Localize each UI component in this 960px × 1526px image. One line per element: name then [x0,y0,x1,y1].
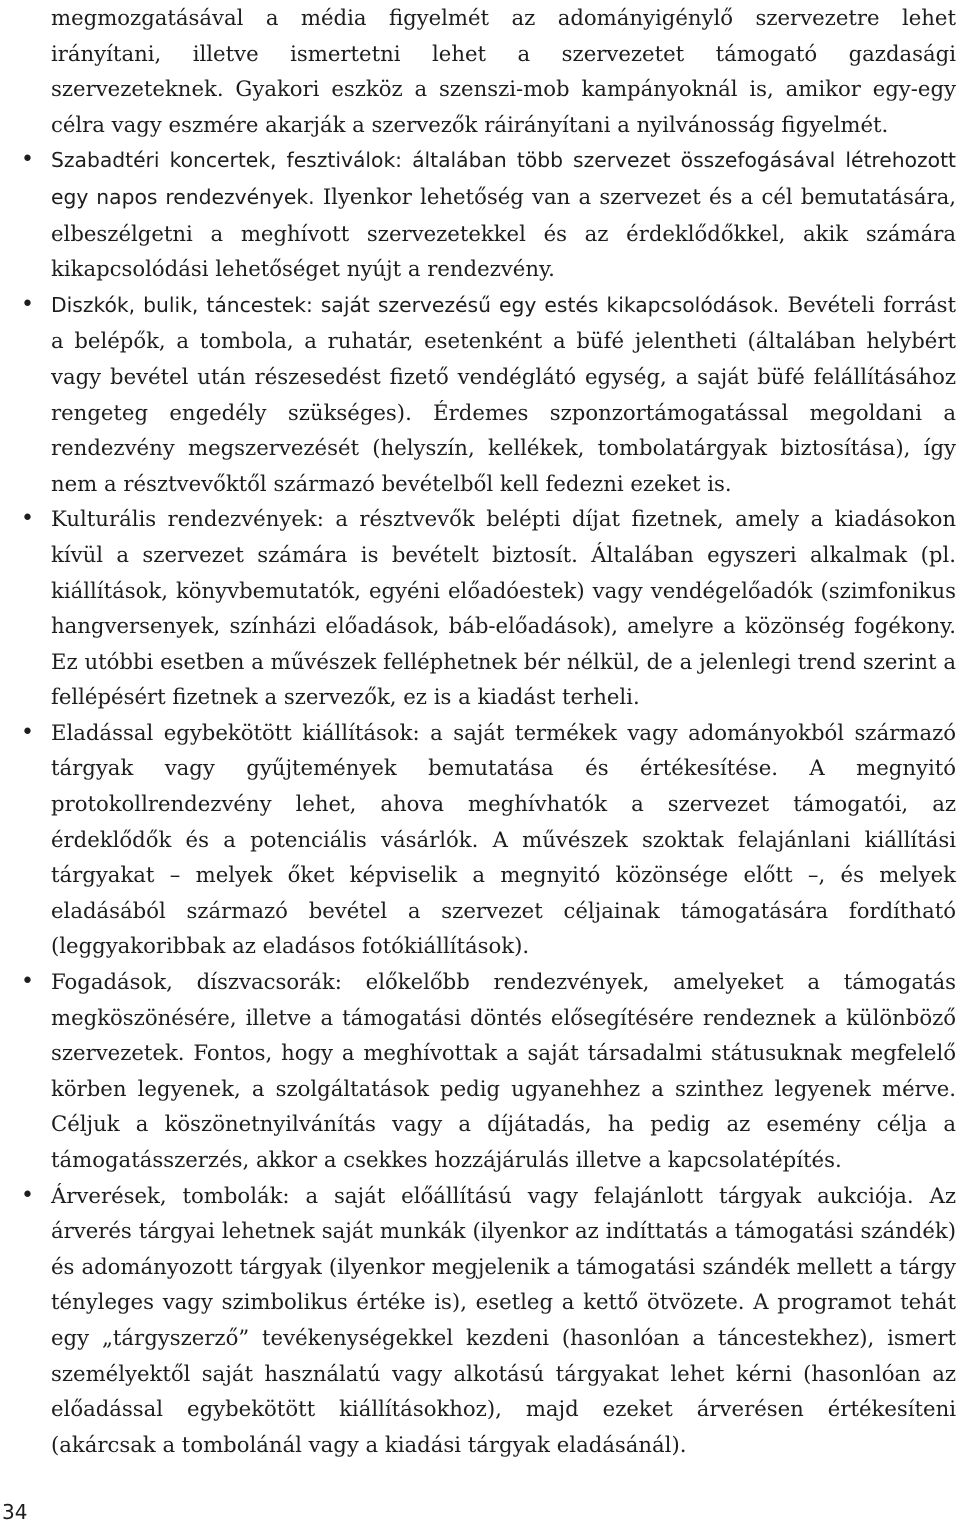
list-item-heading: Szabadtéri koncertek, fesztiválok: általában több szervezet összefogásával létrehozott egy napos rendezvények. [51,148,956,209]
list-item-body: Bevételi forrást a belépők, a tombola, a ruhatár, esetenként a büfé jelentheti (általában helybért vagy bevétel után részesedést fizető vendéglátó egység, a saját büfé felállításához rengeteg engedély szükséges). Érdemes szponzortámogatással megoldani a rendezvény megszervezését (helyszín, kellékek, tombolatárgyak biztosítása), így nem a résztvevőktől származó bevételből kell fedezni ezeket is. [51,291,956,496]
list-item [21,501,956,715]
document-body [21,0,956,1462]
list-item [21,715,956,964]
bullet-icon: • [21,719,34,745]
list-item-body: Eladással egybekötött kiállítások: a saját termékek vagy adományokból származó tárgyak vagy gyűjtemények bemutatása és értékesítése. A megnyitó protokollrendezvény lehet, ahova meghívhatók a szervezet támogatói, az érdeklődők és a potenciális vásárlók. A művészek szoktak felajánlani kiállítási tárgyakat – melyek őket képviselik a megnyitó közönsége előtt –, és melyek eladásából származó bevétel a szervezet céljainak támogatására fordítható (leggyakoribbak az eladásos fotókiállítások). [51,719,956,959]
page-number: 34 [2,1500,28,1524]
list-item-body: Árverések, tombolák: a saját előállítású vagy felajánlott tárgyak aukciója. Az árverés tárgyai lehetnek saját munkák (ilyenkor az indíttatás a támogatási szándék) és adományozott tárgyak (ilyenkor megjelenik a támogatási szándék mellett a tárgy tényleges vagy szimbolikus értéke is), esetleg a kettő ötvözete. A programot tehát egy „tárgyszerző” tevékenységekkel kezdeni (hasonlóan a táncestekhez), ismert személyektől saját használatú vagy alkotású tárgyakat lehet kérni (hasonlóan az előadással egybekötött kiállításokhoz), majd ezeket árverésen értékesíteni (akárcsak a tombolánál vagy a kiadási tárgyak eladásánál). [51,1182,956,1457]
list-item-body: Kulturális rendezvények: a résztvevők belépti díjat fizetnek, amely a kiadásokon kívül a szervezet számára is bevételt biztosít. Általában egyszeri alkalmak (pl. kiállítások, könyvbemutatók, egyéni előadóestek) vagy vendégelőadók (szimfonikus hangversenyek, színházi előadások, báb-előadások), amelyre a közönség fogékony. Ez utóbbi esetben a művészek felléphetnek bér nélkül, de a jelenlegi trend szerint a fellépésért fizetnek a szervezők, ez is a kiadást terheli. [51,506,956,710]
bullet-icon: • [21,291,34,317]
list-item-body: Fogadások, díszvacsorák: előkelőbb rendezvények, amelyeket a támogatás megköszönésére, illetve a támogatási döntés elősegítésére rendeznek a különböző szervezetek. Fontos, hogy a meghívottak a saját társadalmi státusuknak megfelelő körben legyenek, a szolgáltatások pedig ugyanehhez a szinthez legyenek mérve. Céljuk a köszönetnyilvánítás vagy a díjátadás, ha pedig az esemény célja a támogatásszerzés, akkor a csekkes hozzájárulás illetve a kapcsolatépítés. [51,969,956,1172]
list-item [21,287,956,502]
list-item [21,964,956,1178]
list-item-heading: Diszkók, bulik, táncestek: saját szervezésű egy estés kikapcsolódások. [51,292,780,317]
list-item-body: Ilyenkor lehetőség van a szervezet és a cél bemutatására, elbeszélgetni a meghívott szervezetekkel és az érdeklődőkkel, akik számára kikapcsolódási lehetőséget nyújt a rendezvény. [51,183,956,282]
bullet-icon: • [21,969,34,995]
list-item [21,142,956,286]
bullet-icon: • [21,1182,34,1208]
intro-paragraph: megmozgatásával a média figyelmét az adományigénylő szervezetre lehet irányítani, illetve ismertetni lehet a szervezetet támogató gazdasági szervezeteknek. Gyakori eszköz a szenszi-mob kampányoknál is, amikor egy-egy célra vagy eszmére akarják a szervezők ráirányítani a nyilvánosság figyelmét. [51,5,956,137]
bullet-icon: • [21,506,34,532]
event-type-list [21,142,956,1462]
bullet-icon: • [21,147,34,173]
list-item [21,1178,956,1463]
